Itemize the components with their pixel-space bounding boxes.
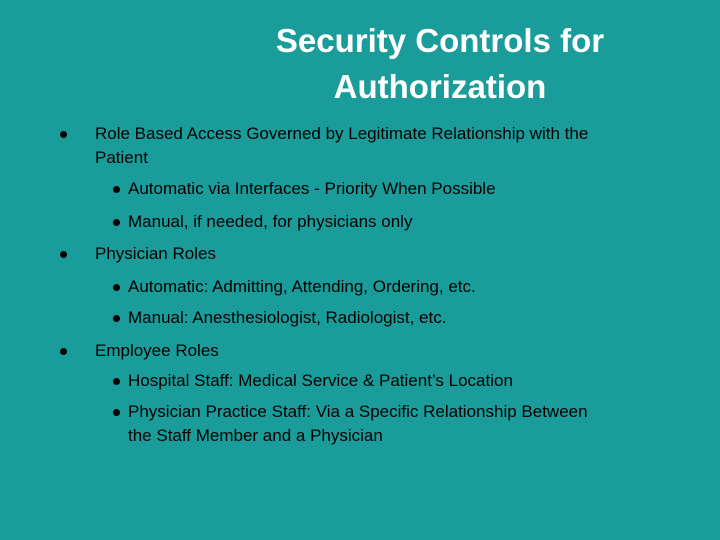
sub-list-item: Manual, if needed, for physicians only bbox=[128, 212, 413, 231]
sub-bullet-icon bbox=[113, 378, 120, 385]
sub-list-item: Manual: Anesthesiologist, Radiologist, etc. bbox=[128, 308, 447, 327]
sub-bullet-icon bbox=[113, 409, 120, 416]
bullet-icon bbox=[60, 131, 67, 138]
slide-title bbox=[210, 18, 670, 110]
sub-bullet-icon bbox=[113, 186, 120, 193]
list-item: Physician Roles bbox=[95, 244, 216, 263]
sub-bullet-icon bbox=[113, 284, 120, 291]
bullet-icon bbox=[60, 251, 67, 258]
sub-list-item: Automatic via Interfaces - Priority When Possible bbox=[128, 179, 496, 198]
list-item-line-2: Patient bbox=[95, 148, 148, 167]
sub-list-item: Automatic: Admitting, Attending, Ordering, etc. bbox=[128, 277, 476, 296]
bullet-icon bbox=[60, 348, 67, 355]
list-item bbox=[95, 122, 588, 170]
sub-list-item-line-1: Physician Practice Staff: Via a Specific Relationship Between bbox=[128, 402, 588, 421]
slide-title-line-1: Security Controls for bbox=[275, 22, 605, 59]
sub-list-item-line-2: the Staff Member and a Physician bbox=[128, 426, 383, 445]
slide-title-line-2: Authorization bbox=[333, 68, 547, 105]
sub-list-item: Hospital Staff: Medical Service & Patient’s Location bbox=[128, 371, 513, 390]
list-item-line-1: Role Based Access Governed by Legitimate Relationship with the bbox=[95, 124, 589, 143]
sub-list-item bbox=[128, 400, 588, 448]
sub-bullet-icon bbox=[113, 219, 120, 226]
list-item: Employee Roles bbox=[95, 341, 219, 360]
sub-bullet-icon bbox=[113, 315, 120, 322]
